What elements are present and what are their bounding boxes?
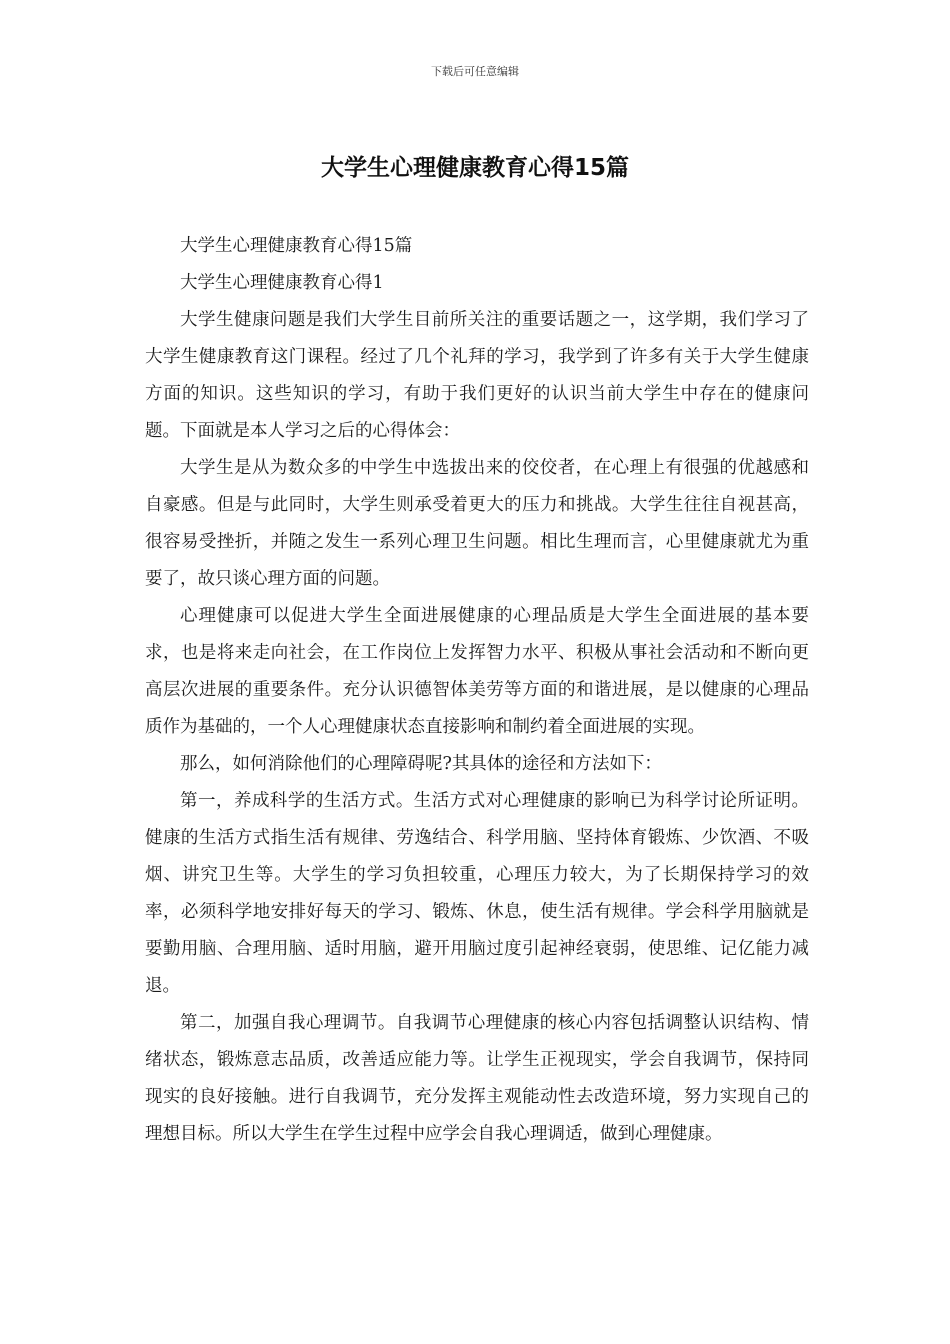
document-body: [145, 228, 809, 1153]
body-paragraph: 第二，加强自我心理调节。自我调节心理健康的核心内容包括调整认识结构、情绪状态，锻炼意志品质，改善适应能力等。让学生正视现实，学会自我调节，保持同现实的良好接触。进行自我调节，充分发挥主观能动性去改造环境，努力实现自己的理想目标。所以大学生在学生过程中应学会自我心理调适，做到心理健康。: [145, 1013, 809, 1144]
body-paragraph: 那么，如何消除他们的心理障碍呢?其具体的途径和方法如下：: [180, 754, 662, 774]
page-header-note: 下载后可任意编辑: [431, 65, 519, 78]
body-paragraph: 心理健康可以促进大学生全面进展健康的心理品质是大学生全面进展的基本要求，也是将来走向社会，在工作岗位上发挥智力水平、积极从事社会活动和不断向更高层次进展的重要条件。充分认识德智体美劳等方面的和谐进展，是以健康的心理品质作为基础的，一个人心理健康状态直接影响和制约着全面进展的实现。: [145, 606, 809, 737]
body-paragraph: 第一，养成科学的生活方式。生活方式对心理健康的影响已为科学讨论所证明。健康的生活方式指生活有规律、劳逸结合、科学用脑、坚持体育锻炼、少饮酒、不吸烟、讲究卫生等。大学生的学习负担较重，心理压力较大，为了长期保持学习的效率，必须科学地安排好每天的学习、锻炼、休息，使生活有规律。学会科学用脑就是要勤用脑、合理用脑、适时用脑，避开用脑过度引起神经衰弱，使思维、记亿能力减退。: [145, 791, 809, 996]
body-paragraph: 大学生是从为数众多的中学生中选拔出来的佼佼者，在心理上有很强的优越感和自豪感。但是与此同时，大学生则承受着更大的压力和挑战。大学生往往自视甚高，很容易受挫折，并随之发生一系列心理卫生问题。相比生理而言，心里健康就尤为重要了，故只谈心理方面的问题。: [145, 458, 809, 589]
body-paragraph: 大学生心理健康教育心得15篇: [180, 236, 413, 256]
body-paragraph: 大学生心理健康教育心得1: [180, 273, 384, 293]
document-title: 大学生心理健康教育心得15篇: [320, 155, 629, 181]
body-paragraph: 大学生健康问题是我们大学生目前所关注的重要话题之一，这学期，我们学习了大学生健康教育这门课程。经过了几个礼拜的学习，我学到了许多有关于大学生健康方面的知识。这些知识的学习，有助于我们更好的认识当前大学生中存在的健康问题。下面就是本人学习之后的心得体会：: [145, 310, 809, 441]
